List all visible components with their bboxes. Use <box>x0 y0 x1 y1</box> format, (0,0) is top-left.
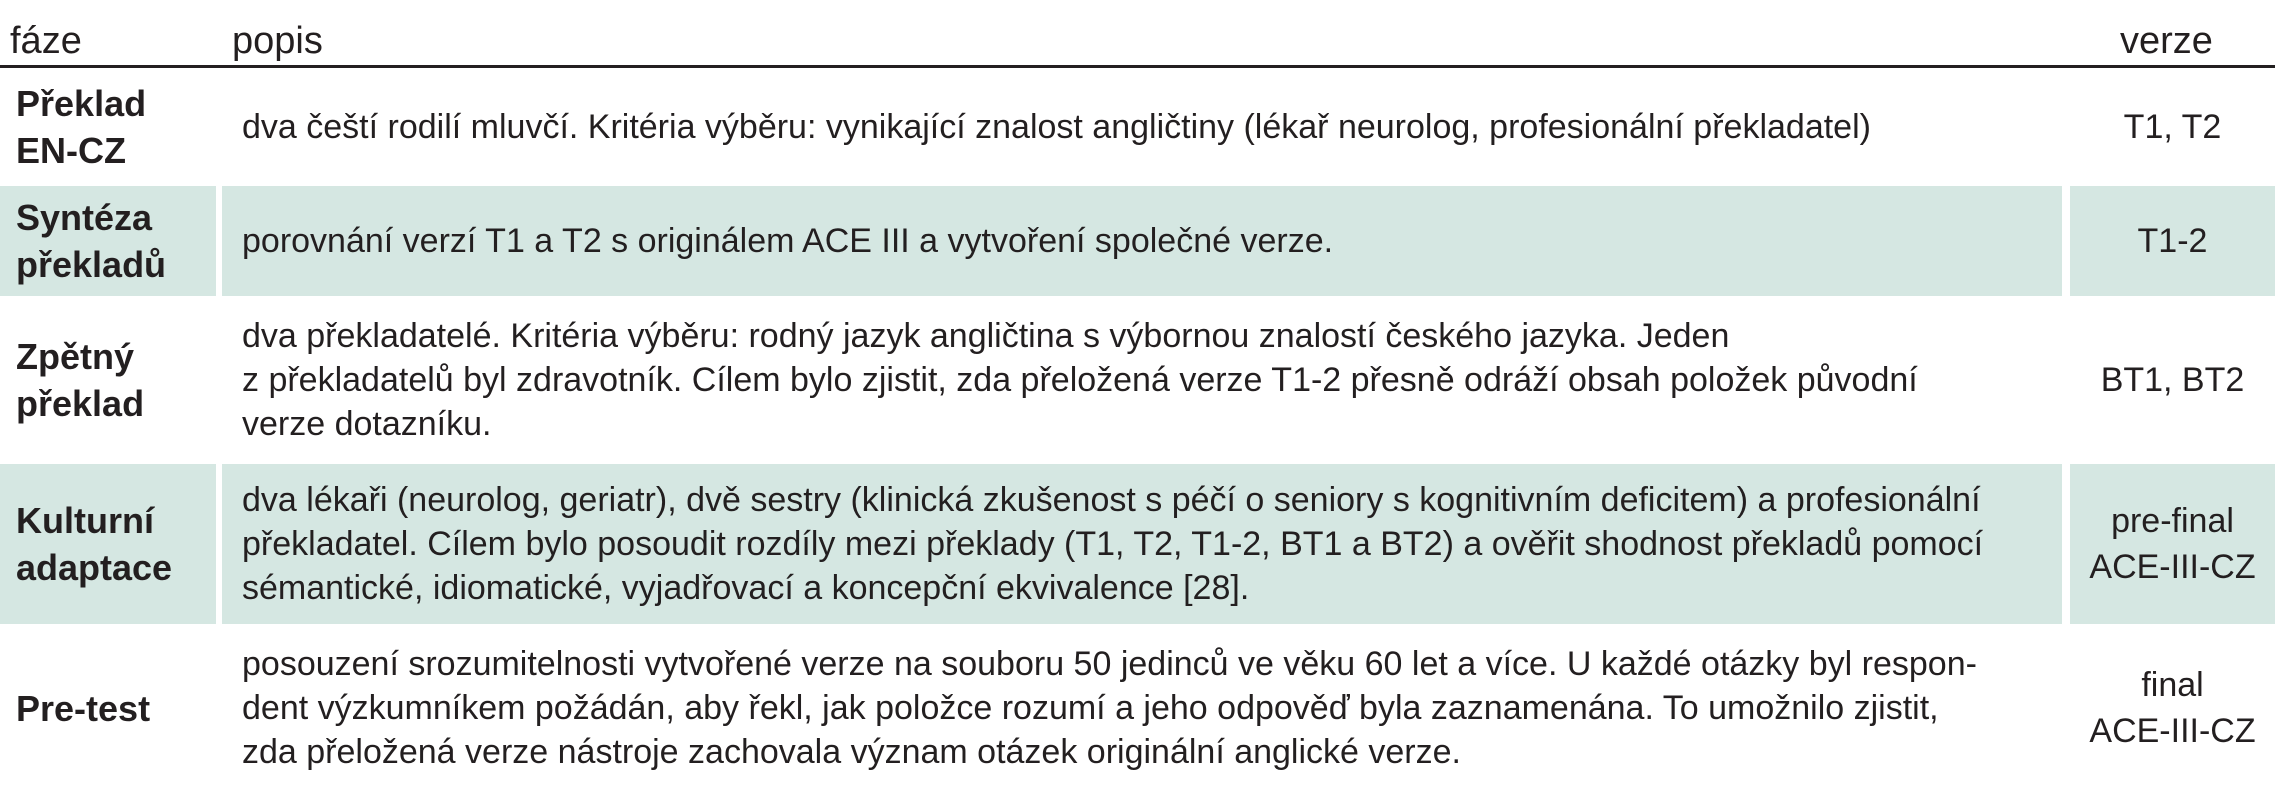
phase-cell <box>0 464 216 624</box>
description-cell <box>222 300 2062 460</box>
version-label: T1, T2 <box>2123 108 2222 146</box>
table-row <box>0 72 2275 182</box>
table-header <box>0 0 2275 68</box>
description-cell <box>222 186 2062 296</box>
table-row <box>0 464 2275 624</box>
description-text: posouzení srozumitelnosti vytvořené verze na souboru 50 jedinců ve věku 60 let a více. U každé otázky byl respon- dent výzkumníkem požádán, aby řekl, jak položce rozumí a jeho odpověď byla zaznamenána. To umožnilo zjistit, zda přeložená verze nástroje zachovala význam otázek originální anglické verze. <box>242 645 1977 771</box>
phase-label: Syntéza překladů <box>16 197 167 285</box>
table-row <box>0 628 2275 788</box>
table-row <box>0 186 2275 296</box>
version-cell <box>2070 628 2275 788</box>
version-cell <box>2070 186 2275 296</box>
header-description: popis <box>232 20 323 62</box>
version-label: pre-final ACE-III-CZ <box>2089 502 2256 586</box>
version-label: final ACE-III-CZ <box>2089 666 2256 750</box>
description-text: dva lékaři (neurolog, geriatr), dvě sestry (klinická zkušenost s péčí o seniory s kognitivním deficitem) a profesionální překladatel. Cílem bylo posoudit rozdíly mezi překlady (T1, T2, T1-2, BT1 a BT2) a ověřit shodnost překladů pomocí sémantické, idiomatické, vyjadřovací a koncepční ekvivalence [28]. <box>242 481 1984 607</box>
phase-cell <box>0 186 216 296</box>
description-cell <box>222 72 2062 182</box>
description-text: porovnání verzí T1 a T2 s originálem ACE III a vytvoření společné verze. <box>242 222 1334 260</box>
phase-label: Překlad EN-CZ <box>16 83 147 171</box>
description-cell <box>222 628 2062 788</box>
phase-cell <box>0 628 216 788</box>
version-cell <box>2070 464 2275 624</box>
description-text: dva překladatelé. Kritéria výběru: rodný jazyk angličtina s výbornou znalostí českého jazyka. Jeden z překladatelů byl zdravotník. Cílem bylo zjistit, zda přeložená verze T1-2 přesně odráží obsah položek původní verze dotazníku. <box>242 317 1918 443</box>
version-cell <box>2070 300 2275 460</box>
phase-cell <box>0 300 216 460</box>
header-version: verze <box>2120 20 2213 62</box>
phase-cell <box>0 72 216 182</box>
version-cell <box>2070 72 2275 182</box>
description-cell <box>222 464 2062 624</box>
phase-label: Pre-test <box>16 687 151 729</box>
version-label: T1-2 <box>2137 222 2208 260</box>
description-text: dva čeští rodilí mluvčí. Kritéria výběru: vynikající znalost angličtiny (lékař neurolog, profesionální překladatel) <box>242 108 1871 146</box>
header-phase: fáze <box>10 20 82 62</box>
phase-label: Kulturní adaptace <box>16 500 173 588</box>
phase-label: Zpětný překlad <box>16 336 145 424</box>
version-label: BT1, BT2 <box>2100 361 2245 399</box>
table-row <box>0 300 2275 460</box>
